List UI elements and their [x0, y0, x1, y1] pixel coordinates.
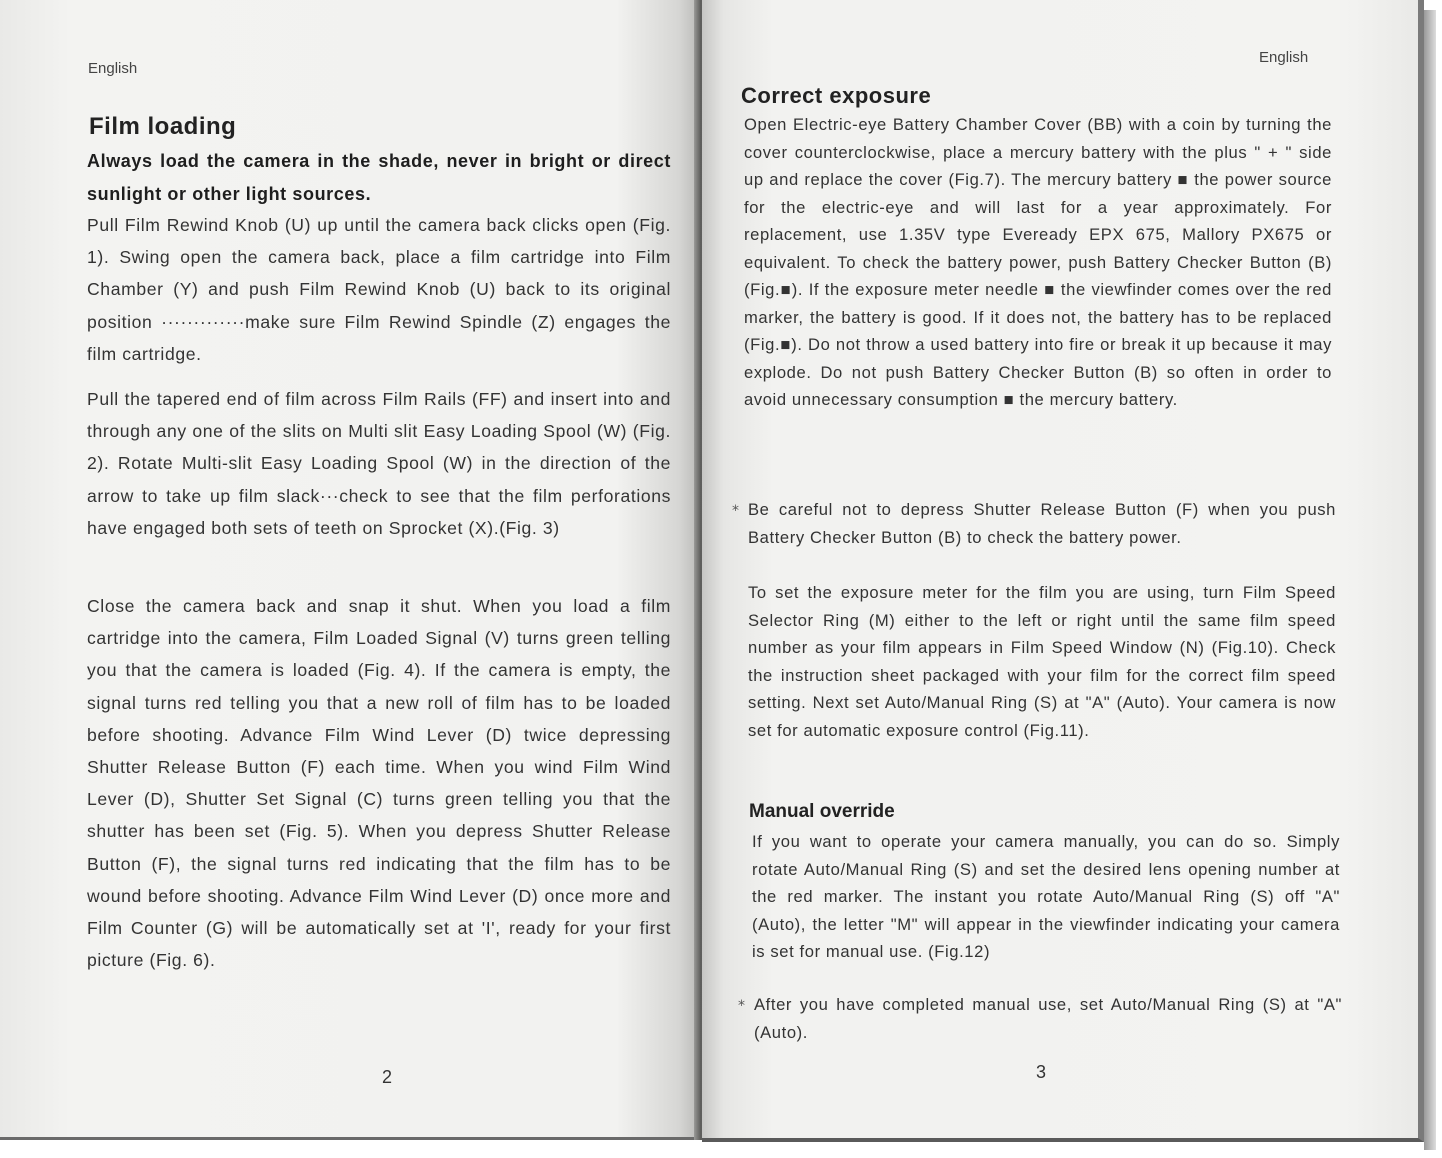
paragraph-battery: Open Electric-eye Battery Chamber Cover (BB) with a coin by turning the cover counterclockwise, place a mercury battery with the plus " + " side up and replace the cover (Fig.7). The mercury battery ■ the power source for the electric-eye and will last for a year approximately. For replacement, use 1.35V type Eveready EPX 675, Mallory PX675 or equivalent. To check the battery power, push Battery Checker Button (B) (Fig.■). If the exposure meter needle ■ the viewfinder comes over the red marker, the battery is good. If it does not, the battery has to be replaced (Fig.■). Do not throw a used battery into fire or break it up because it may explode. Do not push Battery Checker Button (B) so often in order to avoid unnecessary consumption ■ the mercury battery. [744, 115, 1332, 409]
section-title-correct-exposure: Correct exposure [741, 83, 932, 108]
page-number-right: 3 [1036, 1062, 1047, 1082]
paragraph-film-loading-1: Pull Film Rewind Knob (U) up until the camera back clicks open (Fig. 1). Swing open the camera back, place a film cartridge into Film Chamber (Y) and push Film Rewind Knob (U) back to its original position ·············make sure Film Rewind Spindle (Z) engages the film cartridge. [87, 215, 671, 364]
paragraph-film-loading-3: Close the camera back and snap it shut. When you load a film cartridge into the camera, Film Loaded Signal (V) turns green telling you that the camera is loaded (Fig. 4). If the camera is empty, the signal turns red telling you that a new roll of film has to be loaded before shooting. Advance Film Wind Lever (D) twice depressing Shutter Release Button (F) each time. When you wind Film Wind Lever (D), Shutter Set Signal (C) turns green telling you that the shutter has been set (Fig. 5). When you depress Shutter Release Button (F), the signal turns red indicating that the film has to be wound before shooting. Advance Film Wind Lever (D) once more and Film Counter (G) will be automatically set at 'I', ready for your first picture (Fig. 6). [87, 596, 671, 971]
note-bullet-1: * [732, 503, 739, 519]
warning-text: Always load the camera in the shade, never in bright or direct sunlight or other light sources. [87, 151, 671, 204]
paragraph-manual-override: If you want to operate your camera manually, you can do so. Simply rotate Auto/Manual Ring (S) and set the desired lens opening number at the red marker. The instant you rotate Auto/Manual Ring (S) off "A" (Auto), the letter "M" will appear in the viewfinder indicating your camera is set for manual use. (Fig.12) [752, 832, 1340, 961]
page-edge-shadow [1424, 10, 1436, 1150]
language-label-right: English [1259, 49, 1309, 66]
section-title-film-loading: Film loading [89, 113, 237, 140]
note-shutter-button: Be careful not to depress Shutter Release Button (F) when you push Battery Checker Button (B) to check the battery power. [748, 500, 1336, 547]
subtitle-manual-override: Manual override [749, 801, 895, 822]
right-page [702, 0, 1424, 1142]
paragraph-film-speed: To set the exposure meter for the film you are using, turn Film Speed Selector Ring (M) either to the left or right until the same film speed number as your film appears in Film Speed Window (N) (Fig.10). Check the instruction sheet packaged with your film for the correct film speed setting. Next set Auto/Manual Ring (S) at "A" (Auto). Your camera is now set for automatic exposure control (Fig.11). [748, 583, 1336, 740]
paragraph-film-loading-2: Pull the tapered end of film across Film Rails (FF) and insert into and through any one of the slits on Multi slit Easy Loading Spool (W) (Fig. 2). Rotate Multi-slit Easy Loading Spool (W) in the direction of the arrow to take up film slack···check to see that the film perforations have engaged both sets of teeth on Sprocket (X).(Fig. 3) [87, 389, 671, 538]
note-manual-complete: After you have completed manual use, set Auto/Manual Ring (S) at "A" (Auto). [754, 995, 1342, 1042]
note-bullet-2: * [738, 998, 745, 1014]
left-page [0, 0, 700, 1140]
language-label: English [88, 60, 138, 77]
page-number-left: 2 [382, 1067, 393, 1087]
